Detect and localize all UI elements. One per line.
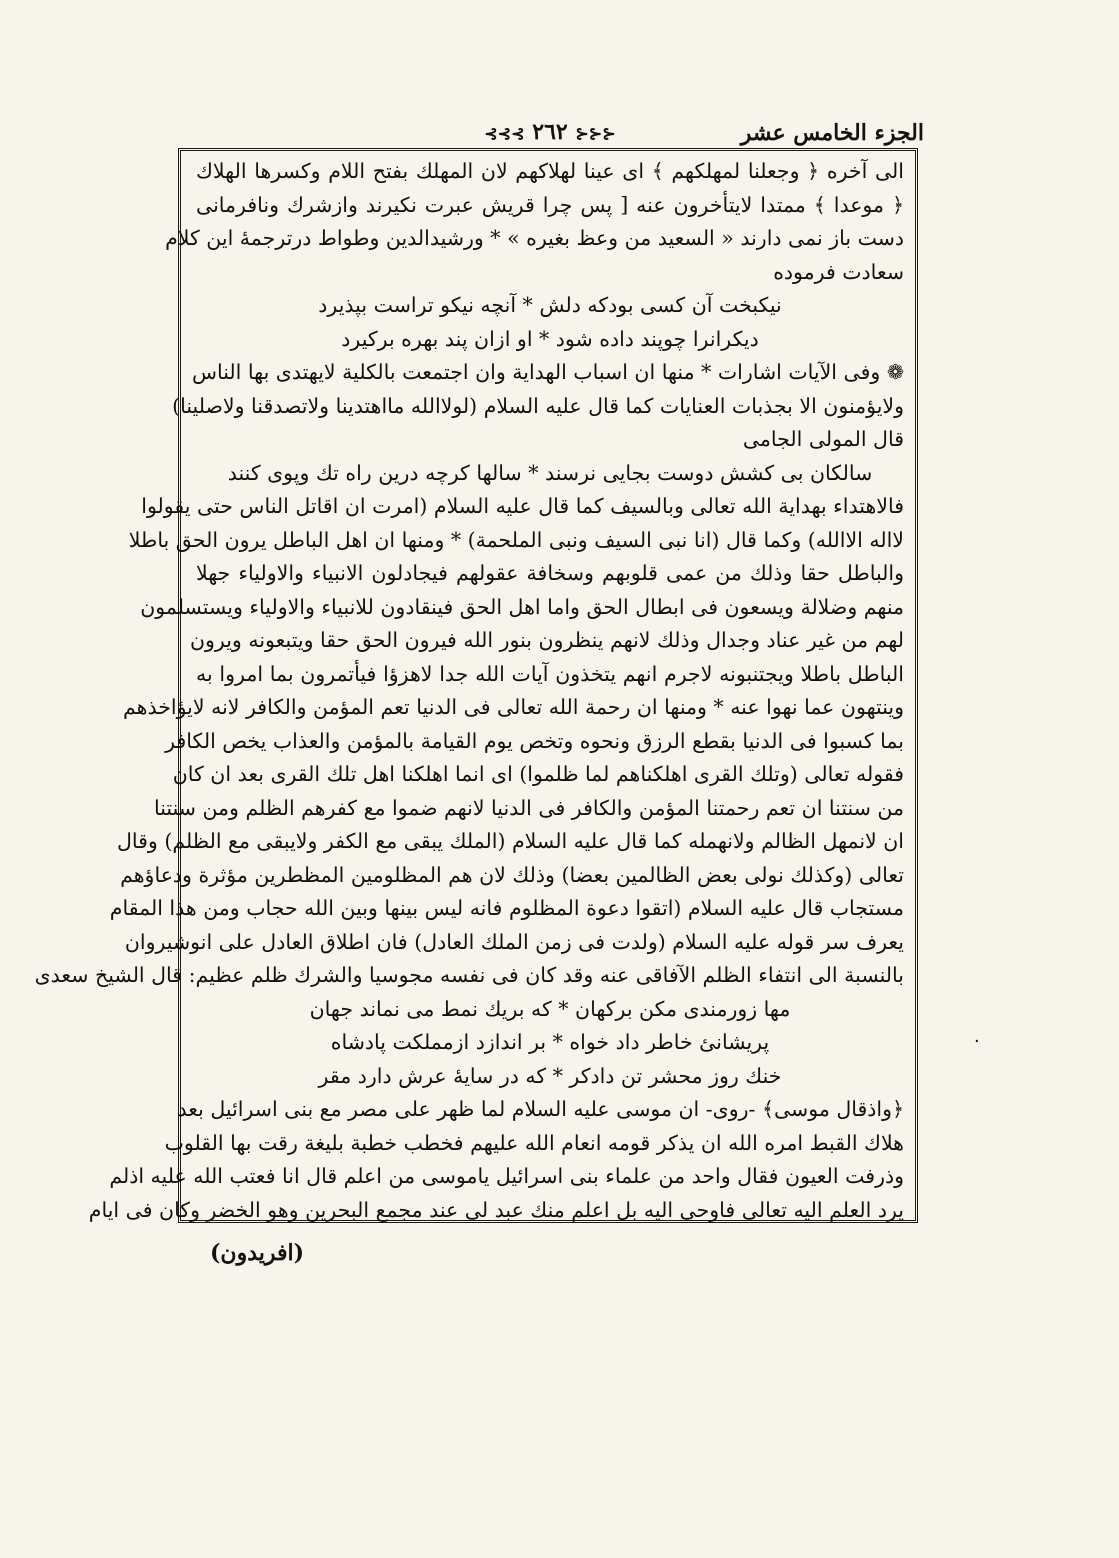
verse-line: پريشانئ خاطر داد خواه * بر اندازد ازمملكت پادشاه bbox=[330, 1030, 770, 1054]
text-line: بما كسبوا فى الدنيا بقطع الرزق ونحوه وتخص يوم القيامة بالمؤمن والعذاب يخص الكافر bbox=[165, 728, 904, 753]
text-line: لااله الاالله) وكما قال (انا نبى السيف ونبى الملحمة) * ومنها ان اهل الباطل يرون الحق باطلا bbox=[128, 527, 904, 552]
text-line: يعرف سر قوله عليه السلام (ولدت فى زمن الملك العادل) فان اطلاق العادل على انوشيروان bbox=[124, 929, 904, 954]
running-head: الجزء الخامس عشر bbox=[740, 120, 924, 146]
text-line: قال المولى الجامى bbox=[742, 427, 904, 451]
ornament-right: ⊱⊱⊱ bbox=[575, 124, 616, 143]
text-line: الى آخره ﴿ وجعلنا لمهلكهم ﴾ اى عينا لهلاكهم لان المهلك بفتح اللام وكسرها الهلاك bbox=[196, 159, 904, 183]
verse-line: سالكان بى كشش دوست بجايى نرسند * سالها كرچه درين راه تك وپوى كنند bbox=[227, 460, 873, 485]
text-line: ﴿ موعدا ﴾ ممتدا لايتأخرون عنه [ پس چرا قريش عبرت نكيرند وازشرك ونافرمانى bbox=[196, 192, 904, 217]
text-line: لهم من غير عناد وجدال وذلك لانهم ينظرون بنور الله فيرون الحق حقا ويتبعونه ويرون bbox=[189, 628, 904, 652]
text-line: مستجاب قال عليه السلام (اتقوا دعوة المظلوم فانه ليس بينها وبين الله حجاب ومن هذا المقام bbox=[109, 896, 904, 920]
verse-line: ديكرانرا چوپند داده شود * او ازان پند بهره بركيرد bbox=[341, 326, 759, 351]
text-line: الباطل باطلا ويجتنبونه لاجرم انهم يتخذون آيات الله جدا لاهزؤا فيأتمرون بما امروا به bbox=[196, 661, 904, 686]
text-line: فقوله تعالى (وتلك القرى اهلكناهم لما ظلموا) اى انما اهلكنا اهل تلك القرى بعد ان كان bbox=[172, 762, 904, 786]
text-line: ❁ وفى الآيات اشارات * منها ان اسباب الهداية وان اجتمعت بالكلية لايهتدى بها الناس bbox=[191, 360, 904, 384]
verse-line: مها زورمندى مكن بركهان * كه بريك نمط مى نماند جهان bbox=[309, 996, 791, 1021]
text-line: وينتهون عما نهوا عنه * ومنها ان رحمة الله تعالى فى الدنيا تعم المؤمن والكافر لانه لايؤاخذهم bbox=[123, 695, 904, 719]
catchword: (افريدون) bbox=[210, 1240, 305, 1266]
page-header bbox=[180, 118, 924, 150]
verse-line: نيكبخت آن كسى بودكه دلش * آنچه نيكو تراست بپذيرد bbox=[318, 293, 782, 317]
ornament-left: ⊰⊰⊰ bbox=[484, 124, 525, 143]
text-block bbox=[34, 155, 904, 1227]
text-line: من سنتنا ان تعم رحمتنا المؤمن والكافر فى الدنيا لانهم ضموا مع كفرهم الظلم ومن سنتنا bbox=[153, 795, 904, 820]
verse-line: خنك روز محشر تن دادكر * كه در سايهٔ عرش دارد مقر bbox=[318, 1063, 782, 1088]
text-line: هلاك القبط امره الله ان يذكر قومه انعام الله عليهم فخطب خطبة بليغة رقت بها القلوب bbox=[164, 1130, 904, 1155]
text-line: ولايؤمنون الا بجذبات العنايات كما قال عليه السلام (لولاالله مااهتدينا ولاتصدقنا ولاصلينا) bbox=[172, 393, 904, 418]
text-line: بالنسبة الى انتفاء الظلم الآفاقى عنه وقد كان فى نفسه مجوسيا والشرك ظلم عظيم: قال الشيخ سعدى bbox=[34, 963, 904, 987]
text-line: منهم وضلالة ويسعون فى ابطال الحق واما اهل الحق فينقادون للانبياء والاولياء ويستسلمون bbox=[140, 594, 904, 619]
text-line: يرد العلم اليه تعالى فاوحى اليه بل اعلم منك عبد لى عند مجمع البحرين وهو الخضر وكان فى ايام bbox=[88, 1197, 904, 1222]
text-line: وذرفت العيون فقال واحد من علماء بنى اسرائيل ياموسى من اعلم قال انا فعتب الله عليه اذلم bbox=[109, 1164, 904, 1188]
text-line: فالاهتداء بهداية الله تعالى وبالسيف كما قال عليه السلام (امرت ان اقاتل الناس حتى يقولوا bbox=[141, 494, 904, 518]
page-number: ٢٦٢ bbox=[532, 119, 568, 145]
text-line: ان لانمهل الظالم ولانهمله كما قال عليه السلام (الملك يبقى مع الكفر ولايبقى مع الظلم) وقال bbox=[116, 829, 904, 853]
text-line: تعالى (وكذلك نولى بعض الظالمين بعضا) وذلك لان هم المظلومين المظطرين مؤثرة ودعاؤهم bbox=[120, 862, 904, 887]
page-number-group bbox=[450, 119, 650, 145]
text-line: والباطل حقا وذلك من عمى قلوبهم وسخافة عقولهم فيجادلون الانبياء والاولياء جهلا bbox=[196, 561, 904, 585]
margin-mark: ٠ bbox=[972, 1030, 982, 1051]
text-line: سعادت فرموده bbox=[773, 259, 904, 284]
text-line: دست باز نمى دارند « السعيد من وعظ بغيره » * ورشيدالدين وطواط درترجمهٔ اين كلام bbox=[165, 226, 904, 250]
text-line: ﴿واذقال موسى﴾ -روى- ان موسى عليه السلام لما ظهر على مصر مع بنى اسرائيل بعد bbox=[177, 1097, 904, 1121]
